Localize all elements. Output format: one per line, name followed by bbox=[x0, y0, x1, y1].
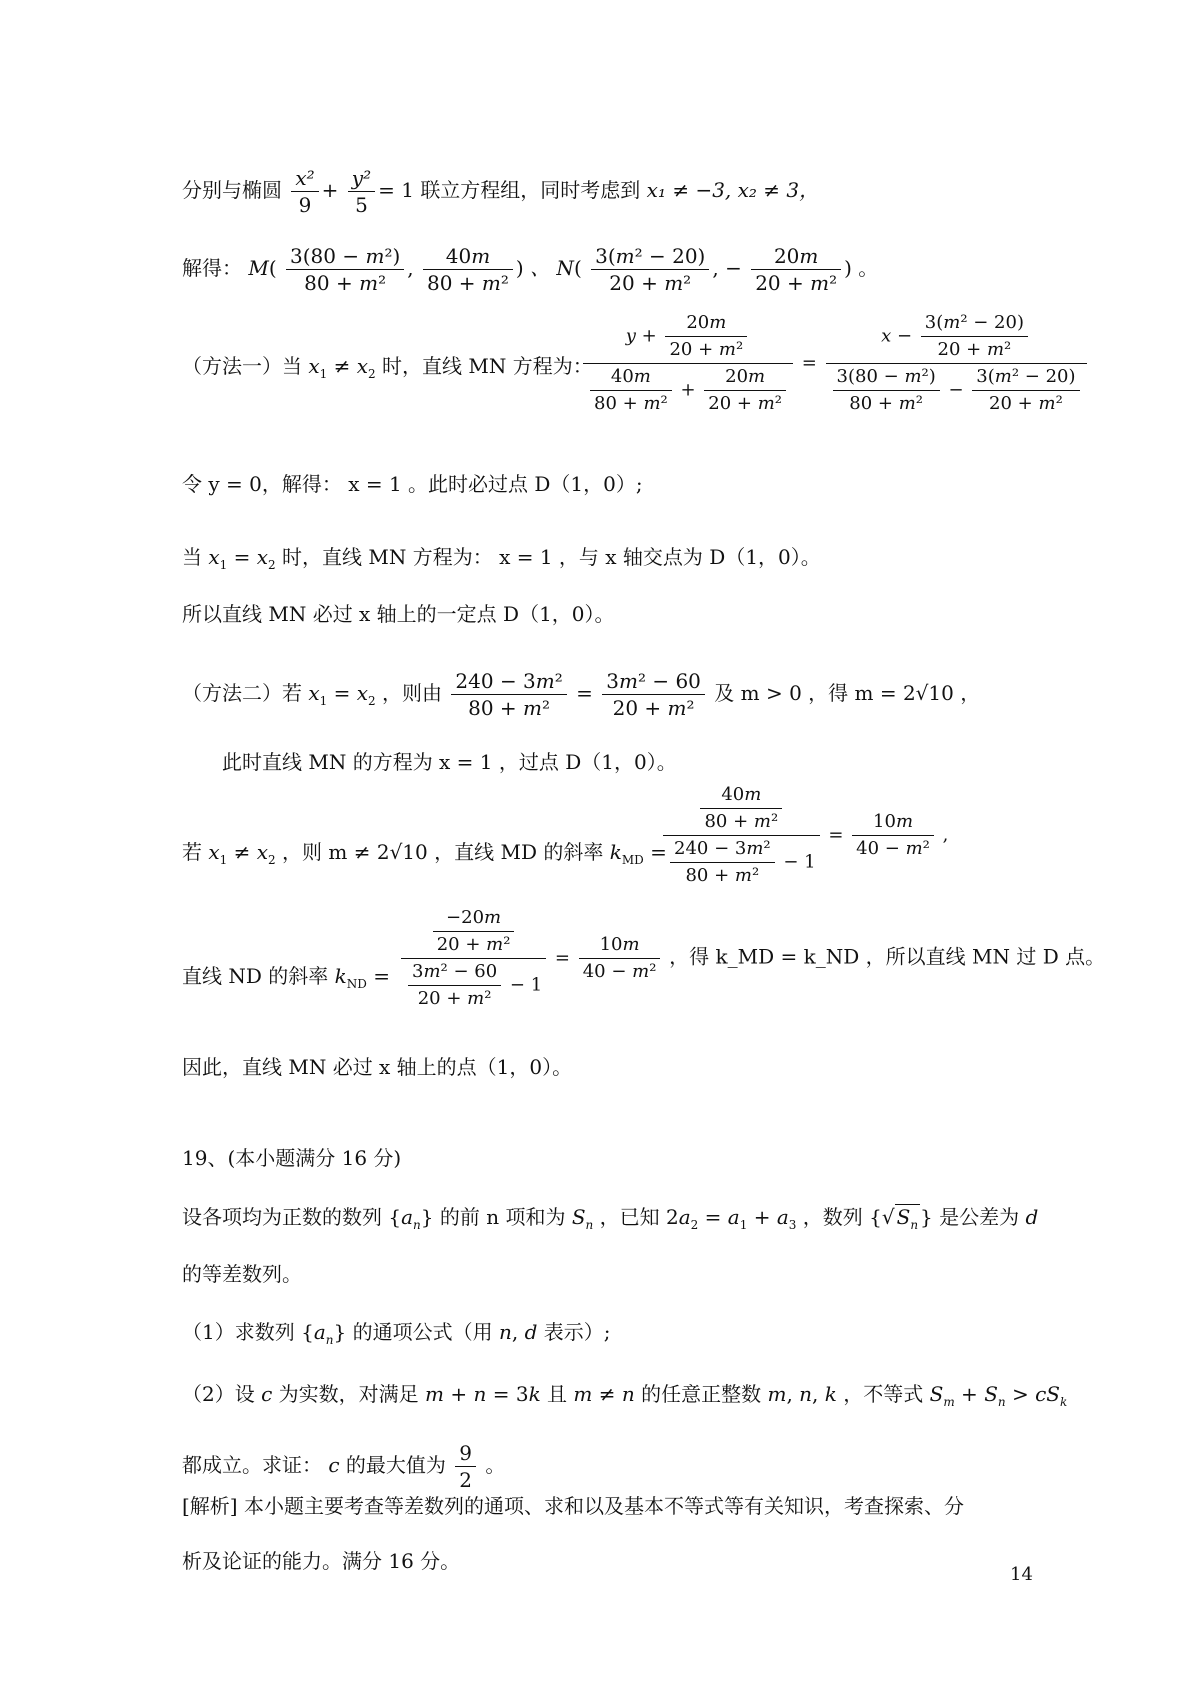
fraction: $\frac{\text{3(m² − 20)}}{\text{20 + m²}}$ bbox=[591, 243, 709, 296]
text: 的最大值为 bbox=[345, 1453, 446, 1477]
fraction: $\frac{\text{x²}}{9}$ bbox=[291, 165, 318, 218]
fraction: $\frac{\text{y²}}{5}$ bbox=[348, 165, 375, 218]
line-method-two: （方法二）若 $x_1 = x_2$ ，则由 $\frac{\text{240 − 3m²}}{\text{80 + m²}}$ = $\frac{\text{3m² − 60}}{\text{20 + m²}}$ 及 m > 0 ，得 m = 2√10 ， bbox=[182, 669, 981, 720]
text: ，已知 bbox=[599, 1205, 660, 1229]
text: （2）设 bbox=[182, 1382, 255, 1406]
text: 直线 ND 的斜率 bbox=[182, 964, 329, 988]
condition: x₁ ≠ −3, x₂ ≠ 3， bbox=[646, 178, 820, 202]
line-x1-equals-x2: 当 $x_1 = x_2$ 时，直线 MN 方程为： x = 1 ，与 x 轴交点为 D（1，0）。 bbox=[182, 545, 821, 572]
text: 时，直线 MN 方程为： bbox=[382, 354, 593, 378]
page-number: 14 bbox=[1010, 1564, 1033, 1585]
text: 设各项均为正数的数列 bbox=[182, 1205, 382, 1229]
text: 的任意正整数 bbox=[641, 1382, 762, 1406]
question-title: 19、(本小题满分 16 分) bbox=[182, 1146, 402, 1170]
text: ，则由 bbox=[382, 681, 443, 705]
line-solution-mn: 解得： M( $\frac{\text{3(80 − m²)}}{\text{80 + m²}}$ , $\frac{40m}{\text{80 + m²}}$ ) 、 N( $\frac{\text{3(m² − 20)}}{\text{20 + m²}}$ , − $\frac{20m}{\text{20 + m²}}$ ) 。 bbox=[182, 244, 879, 295]
text: 都成立。求证： bbox=[182, 1453, 322, 1477]
mn-equation: y + $\frac{20m}{\text{20 + m²}}$ $\frac{40m}{\text{80 + m²}}$ + $\frac{20m}{\text{20 + m²}}$ = x − $\frac{\text{3(m² − 20)}}{\text{20 + m²}}$ $\frac{\text{3(80 − m²)}}{\text{80 + m²}}$ − $\frac{\text{3(m² − 20)}}{\text{20 + m²}}$ bbox=[580, 310, 1090, 417]
line-conclusion-fixed-point: 所以直线 MN 必过 x 轴上的一定点 D（1，0）。 bbox=[182, 602, 615, 626]
question-part-2-continued: 都成立。求证： c 的最大值为 $\frac{9}{2}$ 。 bbox=[182, 1441, 506, 1492]
question-part-2: （2）设 c 为实数，对满足 m + n = 3k 且 m ≠ n 的任意正整数 m, n, k ，不等式 $S_m + S_n > cS_k$ bbox=[182, 1382, 1068, 1409]
text: ，得 k_MD = k_ND ，所以直线 MN 过 D 点。 bbox=[669, 944, 1106, 969]
line-final-conclusion: 因此，直线 MN 必过 x 轴上的点（1，0）。 bbox=[182, 1055, 573, 1079]
fraction: $\frac{40m}{\text{80 + m²}}$ $\frac{\text{240 − 3m²}}{\text{80 + m²}}$ − 1 bbox=[663, 782, 820, 889]
text: 的前 n 项和为 bbox=[439, 1205, 566, 1229]
text: 时，直线 MN 方程为： x = 1 ，与 x 轴交点为 D（1，0）。 bbox=[282, 545, 821, 569]
text: 分别与椭圆 bbox=[182, 178, 282, 202]
fraction: $\frac{\text{3m² − 60}}{\text{20 + m²}}$ bbox=[602, 668, 705, 721]
analysis-line-1: [解析] 本小题主要考查等差数列的通项、求和以及基本不等式等有关知识，考查探索、分 bbox=[182, 1494, 964, 1518]
text: （1）求数列 bbox=[182, 1320, 295, 1344]
fraction: $\frac{20m}{\text{20 + m²}}$ bbox=[751, 243, 841, 296]
text: 表示）; bbox=[543, 1320, 611, 1344]
text: 为实数，对满足 bbox=[278, 1382, 419, 1406]
text: ，不等式 bbox=[843, 1382, 924, 1406]
fraction: $\frac{-20m}{\text{20 + m²}}$ $\frac{\text{3m² − 60}}{\text{20 + m²}}$ − 1 bbox=[401, 905, 546, 1012]
fraction: $\frac{40m}{\text{80 + m²}}$ bbox=[423, 243, 513, 296]
fraction: $\frac{10m}{\text{40 − m²}}$ bbox=[579, 932, 661, 985]
line-ellipse: 分别与椭圆 $\frac{\text{x²}}{9}$ + $\frac{\text{y²}}{5}$ = 1 联立方程组，同时考虑到 x₁ ≠ −3, x₂ ≠ 3， bbox=[182, 166, 820, 217]
point-m: M bbox=[248, 256, 269, 280]
text: 联立方程组，同时考虑到 bbox=[420, 178, 641, 202]
text: 当 bbox=[182, 545, 202, 569]
question-line-2: 的等差数列。 bbox=[182, 1262, 302, 1286]
text: 是公差为 bbox=[939, 1205, 1020, 1229]
text: 及 m > 0 ，得 m = 2√10 ， bbox=[714, 681, 981, 705]
fraction: x − $\frac{\text{3(m² − 20)}}{\text{20 + m²}}$ $\frac{\text{3(80 − m²)}}{\text{80 + m²}}$ − $\frac{\text{3(m² − 20)}}{\text{20 + m²}}$ bbox=[826, 310, 1087, 417]
text: 。 bbox=[858, 256, 879, 280]
text: （方法一）当 bbox=[182, 354, 302, 378]
text: ，数列 bbox=[802, 1205, 863, 1229]
line-mn-equation-x1: 此时直线 MN 的方程为 x = 1 ，过点 D（1，0）。 bbox=[222, 750, 677, 774]
line-set-y-zero: 令 y = 0，解得： x = 1 。此时必过点 D（1，0）; bbox=[182, 472, 643, 496]
fraction: $\frac{\text{3(80 − m²)}}{\text{80 + m²}}$ bbox=[286, 243, 404, 296]
point-n: 、 N bbox=[530, 256, 574, 280]
slope-nd-expression: $\frac{-20m}{\text{20 + m²}}$ $\frac{\text{3m² − 60}}{\text{20 + m²}}$ − 1 = $\frac{10m}{\text{40 − m²}}$ ，得 k_MD = k_ND ，所以直线 MN 过 D 点。 bbox=[398, 905, 1105, 1012]
line-slope-nd: 直线 ND 的斜率 $k_{ND}$ = bbox=[182, 964, 390, 991]
text: 若 bbox=[182, 840, 202, 864]
fraction: $\frac{9}{2}$ bbox=[455, 1440, 476, 1493]
analysis-line-2: 析及论证的能力。满分 16 分。 bbox=[182, 1549, 461, 1573]
line-method-one: （方法一）当 $x_1 \ne x_2$ 时，直线 MN 方程为： bbox=[182, 354, 593, 381]
line-slope-md: 若 $x_1 \ne x_2$ ，则 m ≠ 2√10 ，直线 MD 的斜率 $k_{MD}$ = bbox=[182, 840, 667, 867]
text: 。 bbox=[485, 1453, 506, 1477]
text: ，则 m ≠ 2√10 ，直线 MD 的斜率 bbox=[282, 840, 604, 864]
text: 解得： bbox=[182, 256, 242, 280]
fraction: $\frac{\text{240 − 3m²}}{\text{80 + m²}}$ bbox=[451, 668, 566, 721]
question-part-1: （1）求数列 $\{a_n\}$ 的通项公式（用 n, d 表示）; bbox=[182, 1320, 611, 1347]
text: 的通项公式（用 bbox=[352, 1320, 493, 1344]
slope-md-expression: $\frac{40m}{\text{80 + m²}}$ $\frac{\text{240 − 3m²}}{\text{80 + m²}}$ − 1 = $\frac{10m}{\text{40 − m²}}$ , bbox=[660, 782, 948, 889]
fraction: $\frac{10m}{\text{40 − m²}}$ bbox=[852, 809, 934, 862]
question-line-1: 设各项均为正数的数列 $\{a_n\}$ 的前 n 项和为 $S_n$ ，已知 $2a_2 = a_1 + a_3$ ，数列 {√ $S_n$ } 是公差为 d bbox=[182, 1205, 1039, 1232]
fraction: y + $\frac{20m}{\text{20 + m²}}$ $\frac{40m}{\text{80 + m²}}$ + $\frac{20m}{\text{20 + m²}}$ bbox=[583, 310, 793, 417]
text: （方法二）若 bbox=[182, 681, 302, 705]
